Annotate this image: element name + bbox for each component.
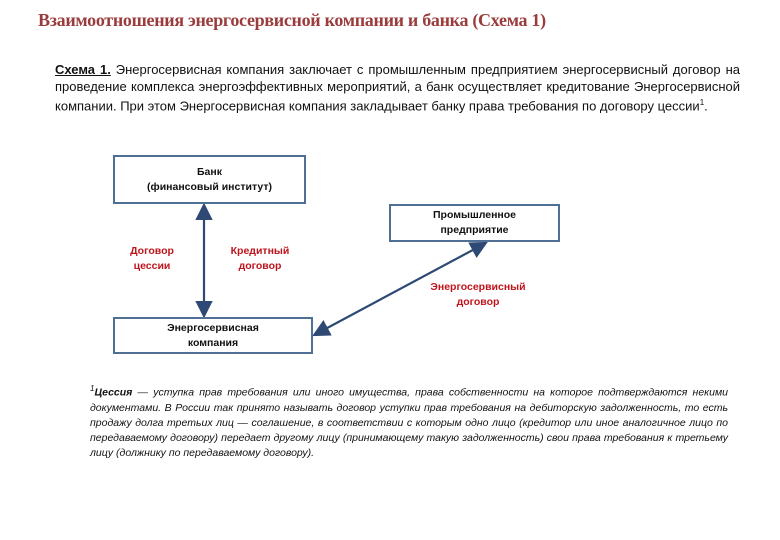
footnote (90, 381, 728, 461)
industrial-line2: предприятие (440, 224, 509, 236)
credit-label (215, 244, 305, 274)
industrial-box (389, 204, 560, 242)
period: . (704, 98, 708, 114)
esco-line1: Энергосервисная (167, 321, 259, 334)
energy-contract-label (417, 280, 539, 310)
credit-label-line1: Кредитный (230, 245, 290, 257)
footnote-term: Цессия (94, 386, 133, 399)
scheme-text: Энергосервисная компания заключает с промышленным предприятием энергосервисный договор на проведение комплекса энергоэффективных мероприятий, а банк осуществляет кредитование Энергосервисной компании. При этом Энергосервисная компания закладывает банку права требования по договору цессии (55, 62, 740, 114)
cession-label-line2: цессии (133, 260, 171, 272)
cession-label-line1: Договор (130, 245, 174, 257)
scheme-label: Схема 1. (55, 62, 111, 77)
bank-line1: Банк (197, 165, 222, 178)
energy-label-line1: Энергосервисный (430, 281, 526, 293)
esco-line2: компания (187, 336, 239, 349)
footnote-number: 1 (90, 384, 95, 393)
cession-label (112, 244, 192, 274)
energy-label-line2: договор (456, 296, 500, 308)
credit-label-line2: договор (238, 260, 282, 272)
bank-line2: (финансовый институт) (147, 180, 272, 193)
industrial-line1: Промышленное (432, 209, 517, 221)
esco-box (113, 317, 313, 354)
footnote-text: — уступка прав требования или иного имущества, права собственности на которое подтверждаются некими документами. В России так принято называть договор уступки прав требования на дебиторскую задолженность, то есть продажу долга третьих лиц — соглашение, в соответствии с которым одно лицо (кредитор или иное аналогичное лицо по передаваемому договору) передает другому лицу (принимающему такую задолженность) свои права требования к третьему лицу (должнику по передаваемому договору). (90, 386, 728, 459)
bank-box (113, 155, 306, 204)
footnote-ref: 1 (699, 98, 705, 107)
slide-title: Взаимоотношения энергосервисной компании и банка (Схема 1) (38, 10, 546, 30)
